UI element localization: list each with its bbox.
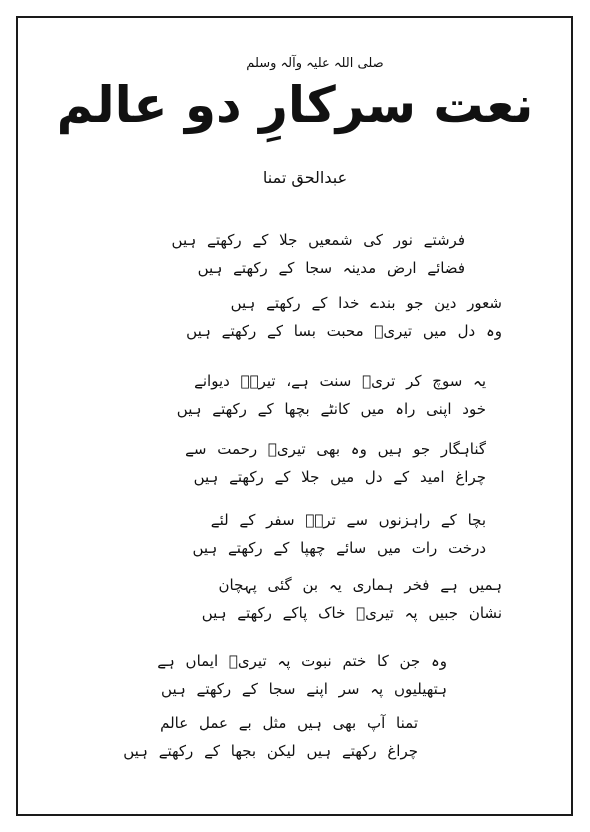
verse-line: فرشتے نور کی شمعیں جلا کے رکھتے ہیں	[171, 231, 465, 249]
verse-line: چراغ امید کے دل میں جلا کے رکھتے ہیں	[193, 468, 486, 486]
verse-line: وہ جن کا ختم نبوت پہ تیریؐ ایماں ہے	[157, 652, 447, 670]
verse-line: درخت رات میں سائے چھپا کے رکھتے ہیں	[192, 539, 486, 557]
verse-line: گناہگار جو ہیں وہ بھی تیریؐ رحمت سے	[185, 440, 486, 458]
verse-line: ہمیں ہے فخر ہماری یہ بن گئی پہچان	[218, 576, 502, 594]
verse-line: بچا کے راہزنوں سے ترےؐ سفر کے لئے	[210, 511, 486, 529]
verse-line: فضائے ارض مدینہ سجا کے رکھتے ہیں	[197, 259, 465, 277]
verse-line: ہتھیلیوں پہ سر اپنے سجا کے رکھتے ہیں	[161, 680, 447, 698]
poet-name: عبدالحق تمنا	[262, 168, 348, 187]
verse-line: خود اپنی راہ میں کانٹے بچھا کے رکھتے ہیں	[176, 400, 486, 418]
verse-line: وہ دل میں تیریؐ محبت بسا کے رکھتے ہیں	[186, 322, 502, 340]
verse-line: تمنا آپ بھی ہیں مثل بے عمل عالم	[160, 714, 418, 732]
page-title: نعت سرکارِ دو عالم	[56, 76, 534, 134]
verse-line: شعور دین جو بندے خدا کے رکھتے ہیں	[230, 294, 502, 312]
verse-line: یہ سوچ کر تریؐ سنت ہے، تیرےؐ دیوانے	[194, 372, 486, 390]
verse-line: چراغ رکھتے ہیں لیکن بجھا کے رکھتے ہیں	[123, 742, 418, 760]
verse-line: نشان جبیں پہ تیریؐ خاک پاکے رکھتے ہیں	[201, 604, 502, 622]
honorific-calligraphy: صلی اللہ علیہ وآلہ وسلم	[246, 56, 384, 71]
